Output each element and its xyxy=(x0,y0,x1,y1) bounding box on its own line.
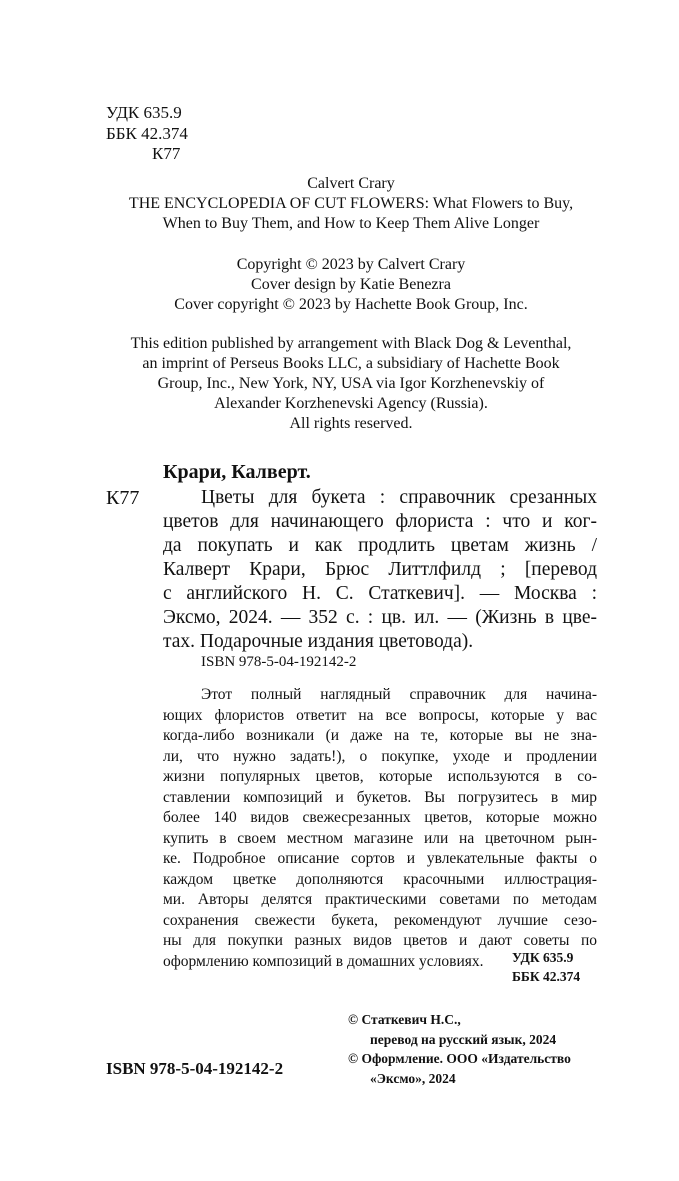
catalog-description-line: Калверт Крари, Брюс Литтлфилд ; [перевод xyxy=(163,559,597,580)
catalog-description-line: цветов для начинающего флориста : что и ког- xyxy=(163,511,597,532)
footer-isbn: ISBN 978-5-04-192142-2 xyxy=(106,1059,284,1078)
design-copyright: © Оформление. ООО «Издательство xyxy=(348,1051,571,1066)
catalog-description-line: Цветы для букета : справочник срезанных xyxy=(201,487,597,508)
annotation-line: купить в своем местном магазине или на цветочном рын- xyxy=(163,829,597,847)
copyright-line: Copyright © 2023 by Calvert Crary xyxy=(236,256,466,273)
translation-copyright: © Статкевич Н.С., xyxy=(348,1012,461,1027)
catalog-description-line: тах. Подарочные издания цветовода). xyxy=(163,631,474,652)
annotation-line: когда-либо возникали (и даже на те, которые вы не зна- xyxy=(163,727,597,744)
edition-note-line: Group, Inc., New York, NY, USA via Igor Korzhenevskiy of xyxy=(157,375,545,392)
annotation-line: сохранения свежести букета, рекомендуют лучшие сезо- xyxy=(163,911,597,929)
translation-copyright-detail: перевод на русский язык, 2024 xyxy=(370,1031,557,1047)
annotation-line: жизни популярных цветов, которые используются в со- xyxy=(163,768,597,785)
edition-note-block xyxy=(90,334,612,434)
header-classification-codes xyxy=(106,103,188,165)
annotation-line: каждом цветке дополняются красочными иллюстрация- xyxy=(163,870,597,888)
annotation-line: ставлении композиций и букетов. Вы погрузитесь в мир xyxy=(163,788,597,806)
footer-classification-codes xyxy=(512,948,580,986)
catalog-side-code: К77 xyxy=(106,487,140,509)
annotation-line: более 140 видов свежесрезанных цветов, которые можно xyxy=(163,809,597,826)
edition-note-line: an imprint of Perseus Books LLC, a subsidiary of Hachette Book xyxy=(142,355,560,372)
annotation-line: ющих флористов ответит на все вопросы, которые у вас xyxy=(163,706,597,724)
edition-note-line: All rights reserved. xyxy=(289,415,413,432)
annotation-line: оформлению композиций в домашних условиях. xyxy=(163,952,484,970)
catalog-isbn: ISBN 978-5-04-192142-2 xyxy=(201,654,357,670)
original-edition-block xyxy=(90,174,612,234)
catalog-description-line: Эксмо, 2024. — 352 с. : цв. ил. — (Жизнь в цве- xyxy=(163,607,597,628)
footer-udk-code: УДК 635.9 xyxy=(512,950,574,965)
copyright-line: Cover design by Katie Benezra xyxy=(251,276,451,293)
edition-note-line: Alexander Korzhenevski Agency (Russia). xyxy=(214,395,488,412)
annotation xyxy=(163,685,597,972)
catalog-description-line: с английского Н. С. Статкевич]. — Москва : xyxy=(163,583,597,604)
footer-bbk-code: ББК 42.374 xyxy=(512,969,581,984)
edition-note-line: This edition published by arrangement with Black Dog & Leventhal, xyxy=(130,335,572,352)
russian-copyright-block xyxy=(348,1010,571,1088)
catalog-description-line: да покупать и как продлить цветам жизнь / xyxy=(163,535,597,556)
annotation-line: ны для покупки разных видов цветов и дают советы по xyxy=(163,932,597,949)
udk-code: УДК 635.9 xyxy=(106,103,182,122)
author-mark-code: К77 xyxy=(152,144,181,163)
annotation-line: Этот полный наглядный справочник для начина- xyxy=(201,686,597,703)
design-copyright-detail: «Эксмо», 2024 xyxy=(370,1070,456,1086)
original-title-line: THE ENCYCLOPEDIA OF CUT FLOWERS: What Flowers to Buy, xyxy=(128,195,574,212)
catalog-description xyxy=(163,486,597,654)
annotation-line: ке. Подробное описание сортов и увлекательные факты о xyxy=(163,850,597,867)
original-author: Calvert Crary xyxy=(307,175,395,192)
annotation-line: ми. Авторы делятся практическими советами по методам xyxy=(163,891,597,908)
catalog-author-heading: Крари, Калверт. xyxy=(163,461,311,483)
copyright-line: Cover copyright © 2023 by Hachette Book Group, Inc. xyxy=(174,296,528,313)
english-copyright-block xyxy=(90,255,612,315)
original-title-line: When to Buy Them, and How to Keep Them Alive Longer xyxy=(162,215,540,232)
bbk-code: ББК 42.374 xyxy=(106,123,188,143)
annotation-line: ли, что нужно задать!), о покупке, уходе и продлении xyxy=(163,747,597,765)
